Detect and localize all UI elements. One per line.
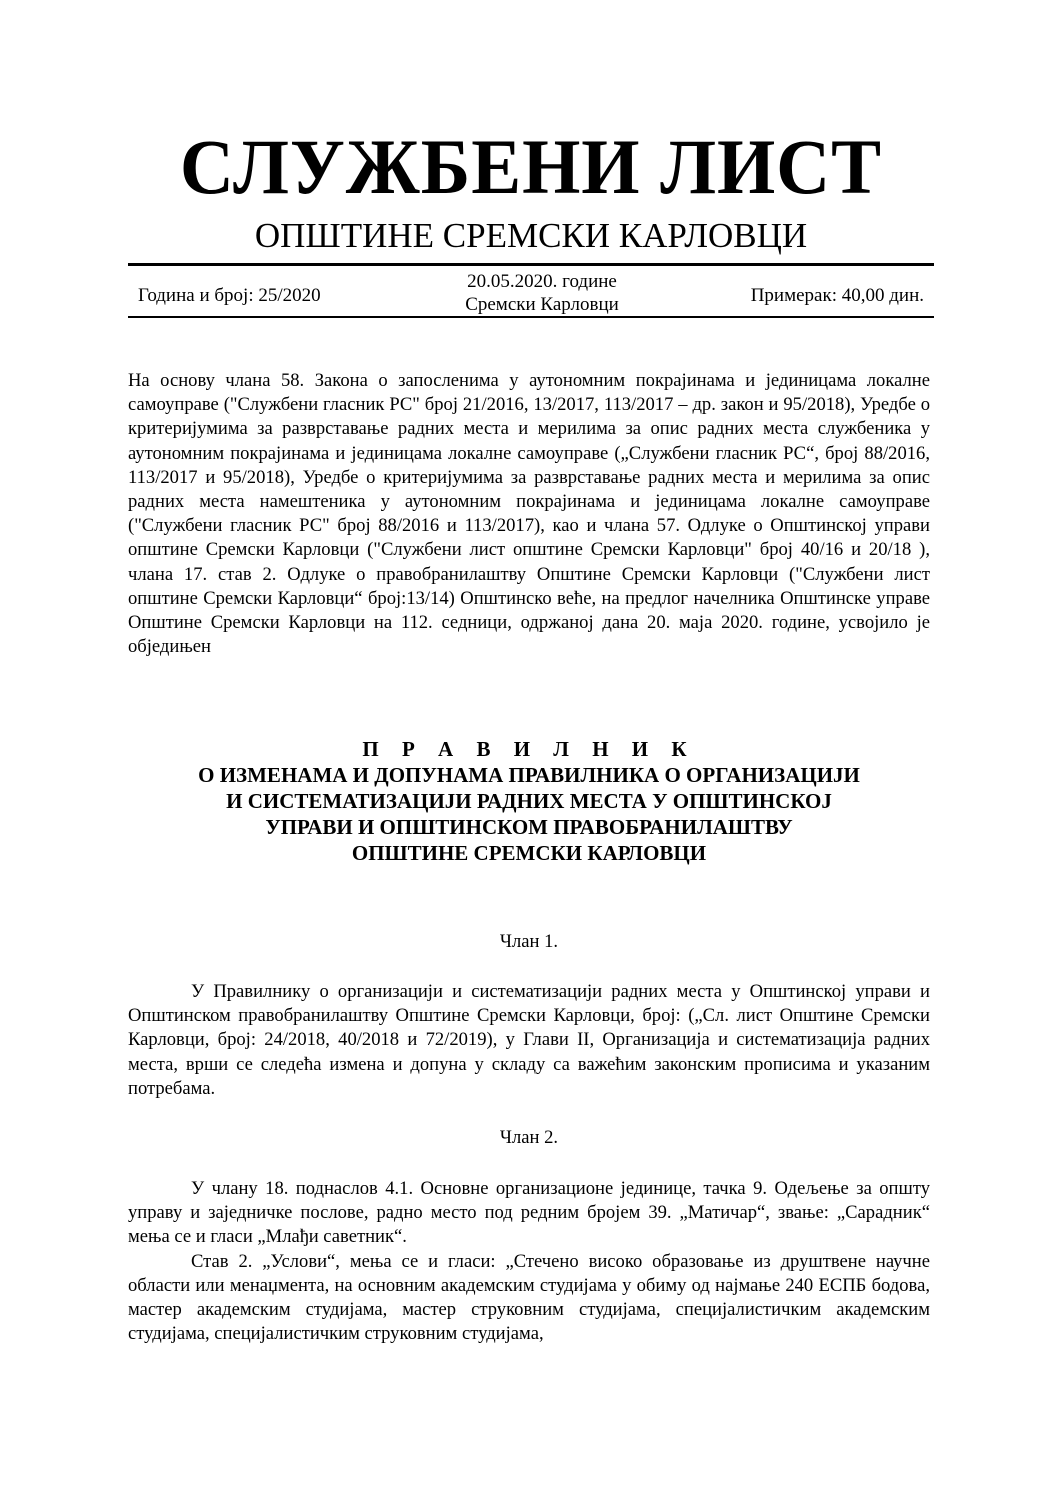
preamble-paragraph	[128, 369, 930, 659]
gazette-title: СЛУЖБЕНИ ЛИСТ	[179, 123, 883, 210]
issue-year-number: Година и број: 25/2020	[138, 285, 321, 306]
article-2-title: Члан 2.	[499, 1127, 559, 1148]
gazette-subtitle: ОПШТИНЕ СРЕМСКИ КАРЛОВЦИ	[254, 216, 808, 255]
issue-date-place	[392, 270, 692, 316]
heading-line: И СИСТЕМАТИЗАЦИЈИ РАДНИХ МЕСТА У ОПШТИНСКОЈ	[226, 789, 832, 813]
masthead	[128, 123, 934, 255]
heading-word: П Р А В И Л Н И К	[362, 737, 696, 761]
article-1-title: Члан 1.	[499, 931, 559, 952]
header-rule-top	[128, 263, 934, 266]
heading-line: ОПШТИНЕ СРЕМСКИ КАРЛОВЦИ	[351, 841, 707, 865]
issue-date: 20.05.2020. године	[467, 271, 617, 292]
article-1-body	[128, 980, 930, 1101]
preamble-text: На основу члана 58. Закона о запосленима у аутономним покрајинама и јединицама локалне самоуправе ("Службени гласник РС" број 21/2016, 13/2017, 113/2017 – др. закон и 95/2018), Уредбе о критеријумима за разврставање радних места и мерилима за опис радних места службеника у аутономним покрајинама и јединицама локалне самоуправе („Службени гласник РС“, број 88/2016, 113/2017 и 95/2018), Уредбе о критеријумима за разврставање радних места и мерилима за опис радних места намештеника у аутономним покрајинама и јединицама локалне самоуправе ("Службени гласник РС" број 88/2016 и 113/2017), као и члана 57. Одлуке о Општинској управи општине Сремски Карловци ("Службени лист општине Сремски Карловци" број 40/16 и 20/18 ), члана 17. став 2. Одлуке о правобранилаштву Општине Сремски Карловци ("Службени лист општине Сремски Карловци“ број:13/14) Општинско веће, на предлог начелника Општинске управе Општине Сремски Карловци на 112. седници, одржаној дана 20. маја 2020. године, усвојило је обједињен	[128, 370, 930, 658]
heading-line: О ИЗМЕНАМА И ДОПУНАМА ПРАВИЛНИКА О ОРГАНИЗАЦИЈИ	[198, 763, 860, 787]
article-2-paragraph: У члану 18. поднаслов 4.1. Основне организационе јединице, тачка 9. Одељење за општу управу и заједничке послове, радно место под редним бројем 39. „Матичар“, звање: „Сарадник“ мења се и гласи „Млађи саветник“.	[128, 1178, 930, 1248]
issue-place: Сремски Карловци	[465, 294, 619, 315]
article-2-body	[128, 1177, 930, 1346]
header-rule-bottom	[128, 316, 934, 318]
document-heading	[128, 736, 930, 866]
issue-price: Примерак: 40,00 дин.	[750, 285, 924, 306]
heading-line: УПРАВИ И ОПШТИНСКОМ ПРАВОБРАНИЛАШТВУ	[265, 815, 793, 839]
article-1-paragraph: У Правилнику о организацији и систематизацији радних места у Општинској управи и Општинском правобранилаштву Општине Сремски Карловци, број: („Сл. лист Општине Сремски Карловци, број: 24/2018, 40/2018 и 72/2019), у Глави II, Организација и систематизација радних места, врши се следећа измена и допуна у складу са важећим законским прописима и указаним потребама.	[128, 981, 930, 1099]
article-2-paragraph: Став 2. „Услови“, мења се и гласи: „Стечено високо образовање из друштвене научне области или менаџмента, на основним академским студијама у обиму од најмање 240 ЕСПБ бодова, мастер академским студијама, мастер струковним студијама, специјалистичким академским студијама, специјалистичким струковним студијама,	[128, 1250, 930, 1345]
